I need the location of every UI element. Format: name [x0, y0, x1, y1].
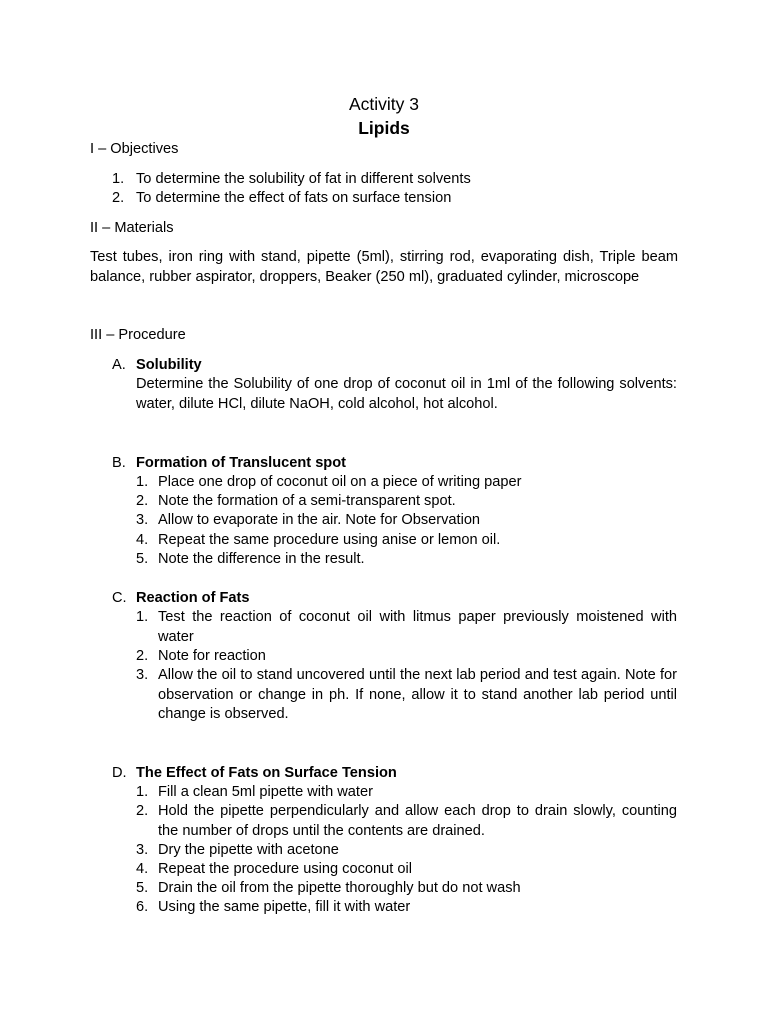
step-text: Test the reaction of coconut oil with litmus paper previously moistened with water — [158, 609, 677, 645]
step-text: Allow to evaporate in the air. Note for Observation — [158, 512, 481, 528]
step-text: Dry the pipette with acetone — [158, 842, 339, 858]
page-subtitle: Lipids — [358, 118, 410, 138]
step-text: Hold the pipette perpendicularly and allow each drop to drain slowly, counting the number of drops until the contents are drained. — [158, 803, 677, 839]
step-number: 2. — [136, 493, 149, 509]
section-letter: B. — [112, 455, 126, 471]
step-number: 6. — [136, 899, 149, 915]
step-text: Note the difference in the result. — [158, 551, 365, 567]
step-number: 5. — [136, 880, 149, 896]
step-text: Using the same pipette, fill it with water — [158, 899, 411, 915]
section-letter: D. — [112, 765, 127, 781]
step-text: Fill a clean 5ml pipette with water — [158, 784, 373, 800]
step-number: 4. — [136, 861, 149, 877]
step-number: 2. — [136, 803, 149, 819]
step-text: Repeat the procedure using coconut oil — [158, 861, 412, 877]
page-title: Activity 3 — [348, 94, 420, 114]
step-text: Drain the oil from the pipette thoroughly but do not wash — [158, 880, 521, 896]
objective-number: 1. — [112, 171, 125, 187]
objective-text: To determine the solubility of fat in different solvents — [136, 171, 471, 187]
step-number: 1. — [136, 609, 149, 625]
step-text: Repeat the same procedure using anise or lemon oil. — [158, 532, 501, 548]
step-text: Note for reaction — [158, 648, 266, 664]
step-text: Place one drop of coconut oil on a piece of writing paper — [158, 474, 522, 490]
objectives-heading: I – Objectives — [90, 141, 179, 157]
step-number: 1. — [136, 474, 149, 490]
objective-text: To determine the effect of fats on surface tension — [136, 190, 452, 206]
step-text: Note the formation of a semi-transparent spot. — [158, 493, 456, 509]
section-title: Solubility — [136, 357, 202, 373]
section-title: Reaction of Fats — [136, 590, 250, 606]
objective-number: 2. — [112, 190, 125, 206]
section-letter: A. — [112, 357, 126, 373]
procedure-heading: III – Procedure — [90, 327, 186, 343]
materials-heading: II – Materials — [90, 220, 174, 236]
step-number: 5. — [136, 551, 149, 567]
step-number: 3. — [136, 842, 149, 858]
section-title: The Effect of Fats on Surface Tension — [136, 765, 397, 781]
step-number: 4. — [136, 532, 149, 548]
step-number: 2. — [136, 648, 149, 664]
step-text: Allow the oil to stand uncovered until the next lab period and test again. Note for observation or change in ph. If none, allow it to stand another lab period until change is observed. — [158, 667, 677, 722]
step-number: 1. — [136, 784, 149, 800]
step-number: 3. — [136, 512, 149, 528]
step-number: 3. — [136, 667, 149, 683]
section-letter: C. — [112, 590, 127, 606]
solubility-text: Determine the Solubility of one drop of coconut oil in 1ml of the following solvents: water, dilute HCl, dilute NaOH, cold alcohol, hot alcohol. — [136, 376, 677, 412]
section-title: Formation of Translucent spot — [136, 455, 346, 471]
materials-text: Test tubes, iron ring with stand, pipette (5ml), stirring rod, evaporating dish, Triple beam balance, rubber aspirator, droppers, Beaker (250 ml), graduated cylinder, microscope — [90, 249, 678, 285]
